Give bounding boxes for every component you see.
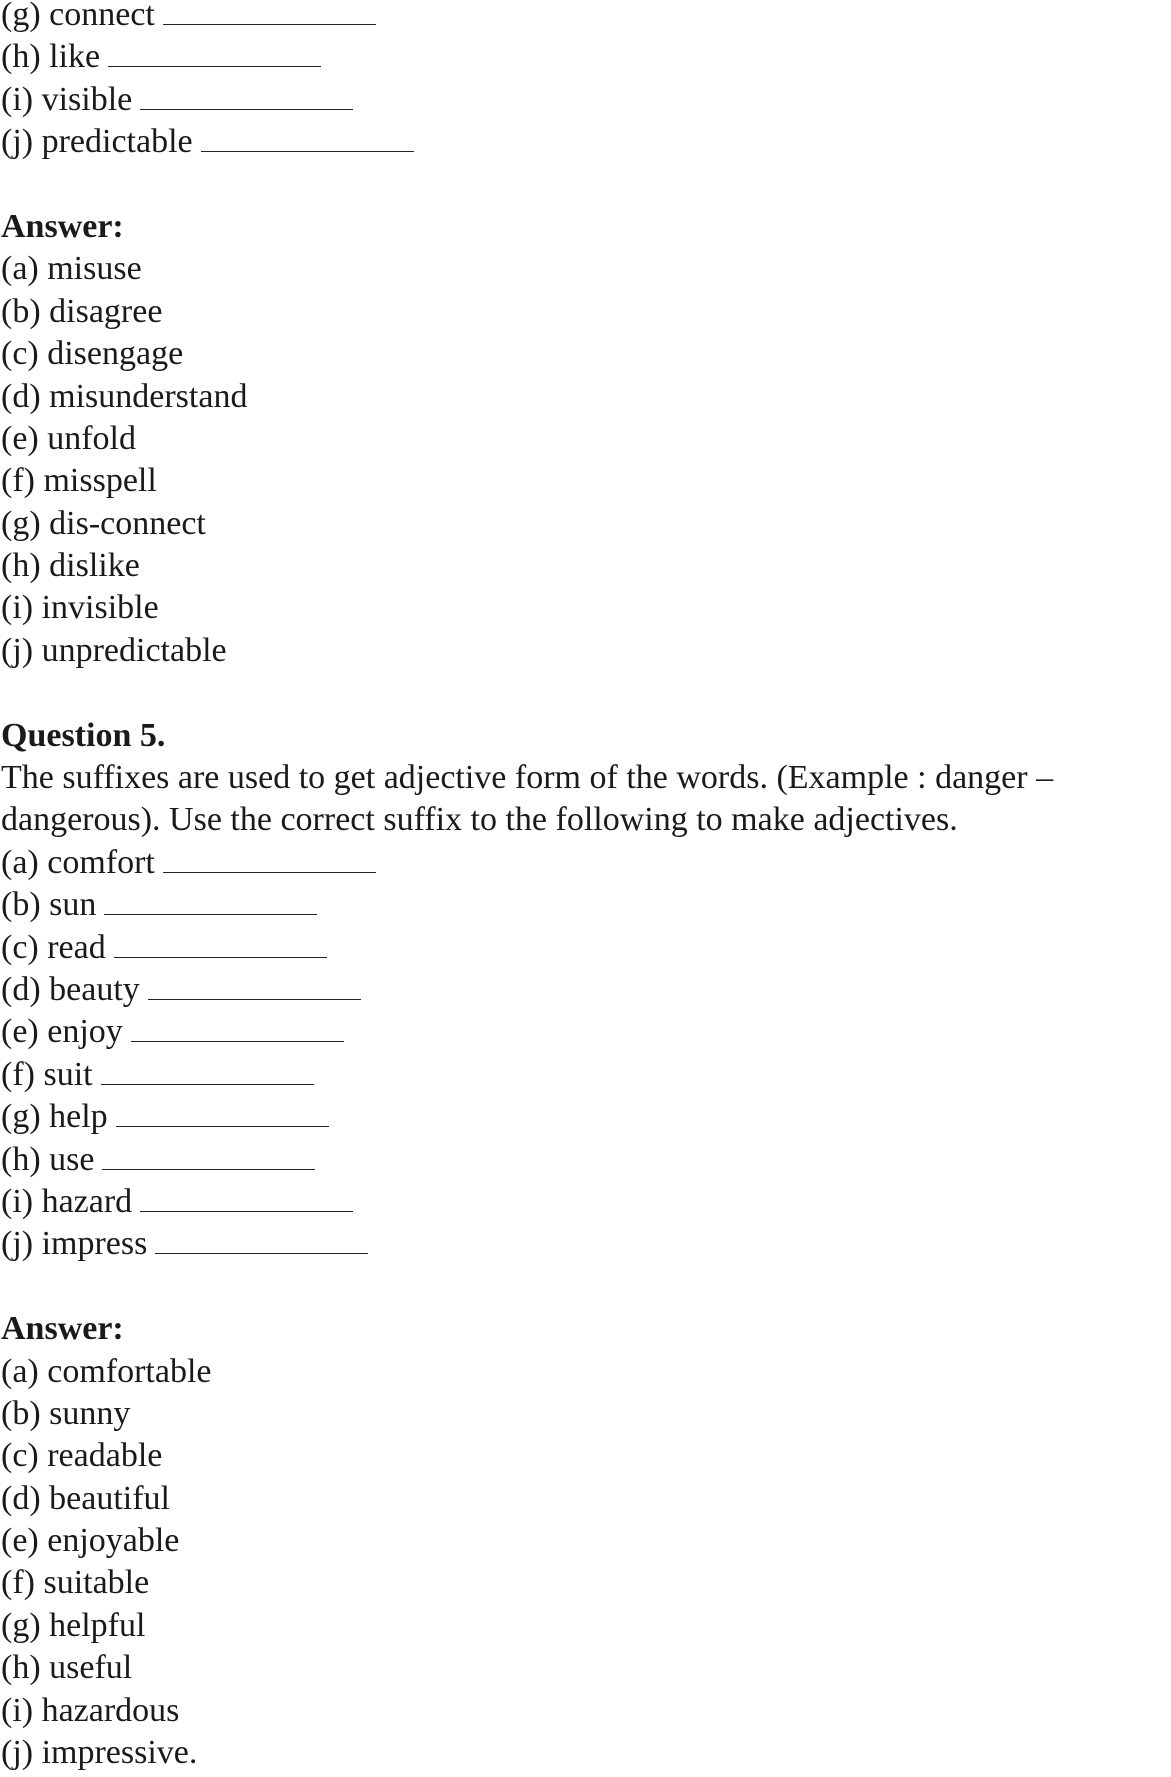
exercise-item: [1, 79, 1171, 121]
exercise-item: [1, 121, 1171, 163]
exercise-item: [1, 1011, 1171, 1053]
item-text: (a) comfortable: [1, 1352, 212, 1390]
answer-item: [1, 333, 1171, 375]
item-text: (e) unfold: [1, 419, 137, 457]
question-5-prompt: dangerous). Use the correct suffix to the following to make adjectives.: [1, 801, 958, 839]
item-text: (g) dis-connect: [1, 504, 206, 542]
answer-item: [1, 1647, 1171, 1689]
answer-item: [1, 376, 1171, 418]
item-text: (j) impress: [1, 1225, 148, 1263]
answer-item: [1, 418, 1171, 460]
answer-blank: [163, 871, 376, 873]
item-text: (g) helpful: [1, 1606, 146, 1644]
question-5-heading: Question 5.: [1, 716, 166, 754]
answer-item: [1, 460, 1171, 502]
item-text: (a) misuse: [1, 250, 142, 288]
answer-item: [1, 248, 1171, 290]
item-text: (c) readable: [1, 1437, 163, 1475]
item-text: (b) disagree: [1, 292, 163, 330]
answer-item: [1, 545, 1171, 587]
exercise-item: [1, 0, 1171, 36]
item-text: (f) suit: [1, 1055, 93, 1093]
item-text: (e) enjoy: [1, 1013, 123, 1051]
answer-item: [1, 1732, 1171, 1774]
item-text: (h) like: [1, 38, 101, 76]
answer-blank: [131, 1040, 344, 1042]
item-text: (d) beautiful: [1, 1479, 170, 1517]
exercise-item: [1, 969, 1171, 1011]
answer-blank: [140, 108, 353, 110]
item-text: (i) hazardous: [1, 1691, 180, 1729]
item-text: (i) invisible: [1, 589, 159, 627]
item-text: (c) read: [1, 928, 106, 966]
item-text: (e) enjoyable: [1, 1522, 180, 1560]
answer-item: [1, 1393, 1171, 1435]
answer-blank: [116, 1125, 329, 1127]
answer-item: [1, 503, 1171, 545]
answer-blank: [101, 1083, 314, 1085]
answer-item: [1, 1435, 1171, 1477]
answer-blank: [148, 998, 361, 1000]
answer-heading: Answer:: [1, 1310, 124, 1348]
answer-blank: [108, 65, 321, 67]
answer-item: [1, 587, 1171, 629]
answer-heading: Answer:: [1, 207, 124, 245]
exercise-item: [1, 842, 1171, 884]
item-text: (i) hazard: [1, 1182, 133, 1220]
answer-blank: [140, 1210, 353, 1212]
question-4-items: [1, 0, 1171, 164]
exercise-item: [1, 1054, 1171, 1096]
item-text: (a) comfort: [1, 843, 155, 881]
item-text: (g) help: [1, 1098, 108, 1136]
item-text: (d) misunderstand: [1, 377, 248, 415]
exercise-item: [1, 1096, 1171, 1138]
answer-blank: [104, 913, 317, 915]
answer-item: [1, 291, 1171, 333]
item-text: (b) sun: [1, 886, 97, 924]
answer-blank: [155, 1252, 368, 1254]
question-5-answers: [1, 1351, 1171, 1775]
answer-blank: [163, 23, 376, 25]
item-text: (h) dislike: [1, 547, 140, 585]
exercise-item: [1, 36, 1171, 78]
answer-blank: [201, 150, 414, 152]
answer-item: [1, 1478, 1171, 1520]
item-text: (j) predictable: [1, 123, 193, 161]
exercise-item: [1, 1223, 1171, 1265]
item-text: (i) visible: [1, 80, 133, 118]
item-text: (j) unpredictable: [1, 631, 227, 669]
answer-item: [1, 1690, 1171, 1732]
question-5-items: [1, 842, 1171, 1266]
answer-item: [1, 1520, 1171, 1562]
item-text: (d) beauty: [1, 970, 140, 1008]
exercise-item: [1, 884, 1171, 926]
answer-blank: [114, 956, 327, 958]
answer-item: [1, 1562, 1171, 1604]
answer-blank: [102, 1168, 315, 1170]
item-text: (f) suitable: [1, 1564, 150, 1602]
item-text: (h) use: [1, 1140, 95, 1178]
document: [1, 0, 1171, 1774]
exercise-item: [1, 1139, 1171, 1181]
item-text: (c) disengage: [1, 335, 184, 373]
item-text: (b) sunny: [1, 1394, 131, 1432]
item-text: (g) connect: [1, 0, 155, 33]
answer-item: [1, 1351, 1171, 1393]
question-4-answers: [1, 248, 1171, 672]
question-5-prompt: The suffixes are used to get adjective form of the words. (Example : danger –: [1, 759, 1054, 797]
exercise-item: [1, 1181, 1171, 1223]
item-text: (j) impressive.: [1, 1734, 198, 1772]
exercise-item: [1, 927, 1171, 969]
answer-item: [1, 630, 1171, 672]
answer-item: [1, 1605, 1171, 1647]
item-text: (f) misspell: [1, 462, 157, 500]
item-text: (h) useful: [1, 1649, 133, 1687]
